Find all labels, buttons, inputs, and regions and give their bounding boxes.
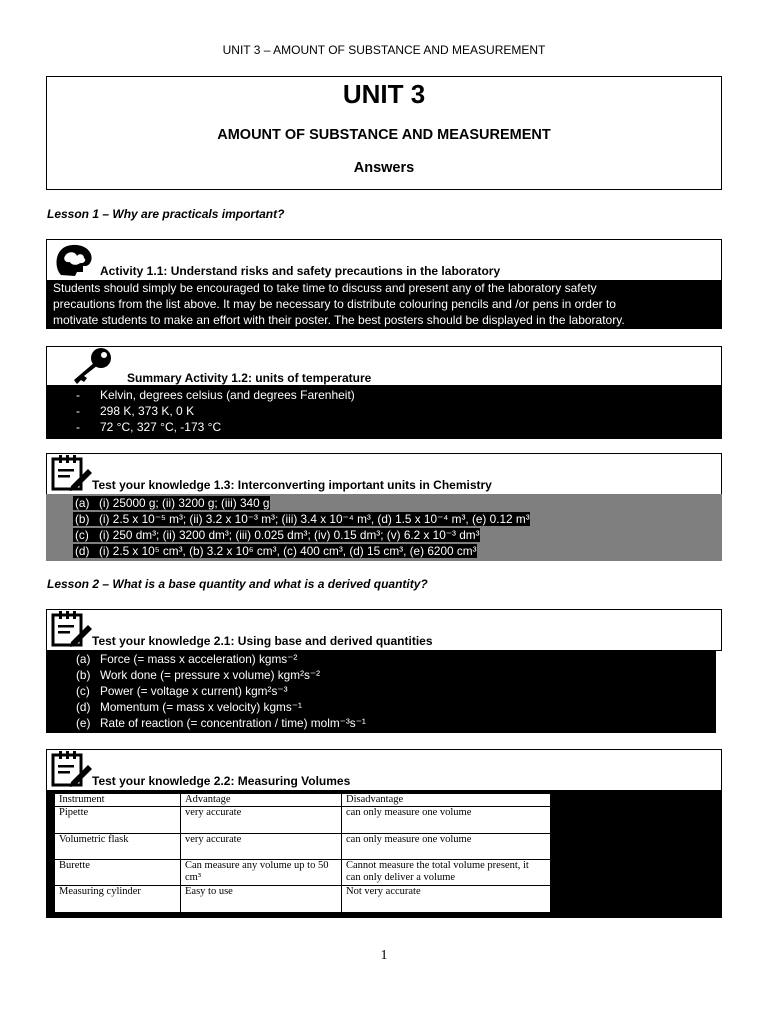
table-row bbox=[55, 886, 551, 913]
list-item: (a) (i) 25000 g; (ii) 3200 g; (iii) 340 g bbox=[75, 496, 270, 510]
activity-1-1-answer bbox=[46, 280, 722, 329]
list-item: (c) Power (= voltage x current) kgm²s⁻³ bbox=[76, 684, 288, 698]
list-item: - Kelvin, degrees celsius (and degrees Farenheit) bbox=[76, 388, 355, 402]
table-cell: Easy to use bbox=[181, 886, 342, 913]
list-item: (e) Rate of reaction (= concentration / time) molm⁻³s⁻¹ bbox=[76, 716, 366, 730]
table-cell: very accurate bbox=[181, 807, 342, 834]
table-cell: Measuring cylinder bbox=[55, 886, 181, 913]
unit-title: UNIT 3 bbox=[342, 79, 426, 109]
answers-label: Answers bbox=[353, 160, 415, 176]
table-header: Advantage bbox=[181, 794, 342, 807]
tyk-1-3-answer bbox=[46, 494, 722, 561]
tyk-2-1-answer bbox=[46, 650, 716, 733]
table-cell: Not very accurate bbox=[342, 886, 551, 913]
list-item: (d) Momentum (= mass x velocity) kgms⁻¹ bbox=[76, 700, 302, 714]
table-cell: Volumetric flask bbox=[55, 834, 181, 860]
table-cell: very accurate bbox=[181, 834, 342, 860]
list-item: (b) (i) 2.5 x 10⁻⁵ m³; (ii) 3.2 x 10⁻³ m³; (iii) 3.4 x 10⁻⁴ m³, (d) 1.5 x 10⁻⁴ m³, (e) 0.12 m³ bbox=[75, 512, 530, 526]
list-item: - 298 K, 373 K, 0 K bbox=[76, 404, 195, 418]
page-number: 1 bbox=[380, 948, 388, 963]
table-header-row bbox=[55, 794, 551, 807]
activity-1-2-answer bbox=[46, 385, 722, 439]
clipboard-pencil-icon bbox=[51, 751, 93, 792]
table-cell: Pipette bbox=[55, 807, 181, 834]
answer-line: Students should simply be encouraged to take time to discuss and present any of the laboratory safety bbox=[53, 281, 597, 295]
tyk-2-2-answer bbox=[46, 790, 722, 918]
volumes-table bbox=[54, 793, 551, 913]
list-item: - 72 °C, 327 °C, -173 °C bbox=[76, 420, 222, 434]
tyk-2-1-header bbox=[46, 609, 722, 651]
table-row bbox=[55, 807, 551, 834]
clipboard-pencil-icon bbox=[51, 455, 93, 496]
table-cell: can only measure one volume bbox=[342, 807, 551, 834]
list-item: (b) Work done (= pressure x volume) kgm²s⁻² bbox=[76, 668, 321, 682]
table-cell: Burette bbox=[55, 860, 181, 886]
answer-line: precautions from the list above. It may be necessary to distribute colouring pencils and /or pens in order to bbox=[53, 297, 616, 311]
table-header: Disadvantage bbox=[342, 794, 551, 807]
tyk-2-2-header bbox=[46, 749, 722, 791]
tyk-1-3-title: Test your knowledge 1.3: Interconverting important units in Chemistry bbox=[92, 478, 492, 492]
table-header: Instrument bbox=[55, 794, 181, 807]
table-cell: Can measure any volume up to 50 cm³ bbox=[181, 860, 342, 886]
running-header: UNIT 3 – AMOUNT OF SUBSTANCE AND MEASUREMENT bbox=[222, 43, 546, 57]
activity-1-2-header bbox=[46, 346, 722, 387]
title-box bbox=[46, 76, 722, 190]
unit-subtitle: AMOUNT OF SUBSTANCE AND MEASUREMENT bbox=[217, 127, 551, 143]
list-item: (a) Force (= mass x acceleration) kgms⁻² bbox=[76, 652, 298, 666]
tyk-1-3-header bbox=[46, 453, 722, 495]
answer-line: motivate students to make an effort with their poster. The best posters should be displayed in the laboratory. bbox=[53, 313, 625, 327]
table-cell: can only measure one volume bbox=[342, 834, 551, 860]
bullet-dash: - bbox=[76, 404, 80, 418]
clipboard-pencil-icon bbox=[51, 611, 93, 652]
list-item: (c) (i) 250 dm³; (ii) 3200 dm³; (iii) 0.025 dm³; (iv) 0.15 dm³; (v) 6.2 x 10⁻³ dm³ bbox=[75, 528, 480, 542]
key-icon bbox=[71, 347, 113, 390]
brain-head-icon bbox=[53, 242, 95, 283]
tyk-2-2-title: Test your knowledge 2.2: Measuring Volumes bbox=[92, 774, 351, 788]
bullet-dash: - bbox=[76, 388, 80, 402]
list-item: (d) (i) 2.5 x 10⁵ cm³, (b) 3.2 x 10⁶ cm³, (c) 400 cm³, (d) 15 cm³, (e) 6200 cm³ bbox=[75, 544, 477, 558]
table-row bbox=[55, 860, 551, 886]
activity-1-1-header bbox=[46, 239, 722, 282]
table-cell: Cannot measure the total volume present, it can only deliver a volume bbox=[342, 860, 551, 886]
lesson-1-heading: Lesson 1 – Why are practicals important? bbox=[47, 207, 285, 221]
table-row bbox=[55, 834, 551, 860]
tyk-2-1-title: Test your knowledge 2.1: Using base and derived quantities bbox=[92, 634, 433, 648]
activity-1-2-title: Summary Activity 1.2: units of temperature bbox=[127, 371, 372, 385]
activity-1-1-title: Activity 1.1: Understand risks and safety precautions in the laboratory bbox=[100, 264, 501, 278]
lesson-2-heading: Lesson 2 – What is a base quantity and what is a derived quantity? bbox=[47, 577, 428, 591]
bullet-dash: - bbox=[76, 420, 80, 434]
